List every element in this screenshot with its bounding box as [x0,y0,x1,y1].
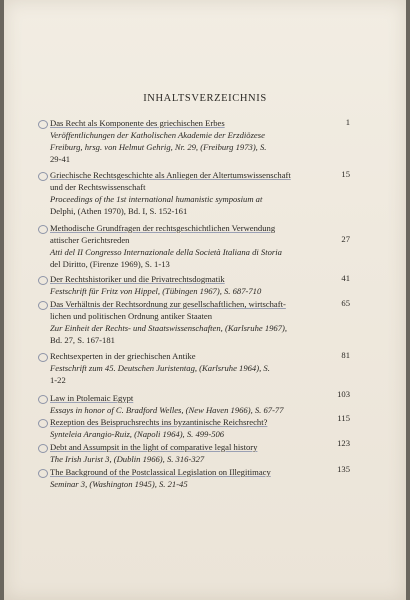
pencil-circle-mark [38,301,48,310]
pencil-circle-mark [38,444,48,453]
page-number: 123 [337,438,350,448]
page-number: 115 [337,413,350,423]
page-number: 15 [341,169,350,179]
entry-line: Delphi, (Athen 1970), Bd. I, S. 152-161 [50,206,188,216]
entry-line: Festschrift für Fritz von Hippel, (Tübingen 1967), S. 687-710 [50,286,262,296]
toc-entry [50,466,350,490]
toc-entry [50,169,350,217]
pencil-circle-mark [38,353,48,362]
entry-title: The Background of the Postclassical Legislation on Illegitimacy [50,467,271,477]
page-number: 1 [345,117,350,127]
page-number: 41 [341,273,350,283]
page-number: 81 [341,350,350,360]
toc-entry [50,441,350,465]
toc-entry [50,222,350,270]
entry-line [50,141,350,153]
entry-line: und der Rechtswissenschaft [50,182,146,192]
entry-title: Griechische Rechtsgeschichte als Anliegen der Altertumswissenschaft [50,170,291,180]
entry-line: Synteleia Arangio-Ruiz, (Napoli 1964), S. 499-506 [50,429,225,439]
entry-line: Essays in honor of C. Bradford Welles, (New Haven 1966), S. 67-77 [50,405,284,415]
entry-line-text: Freiburg, hrsg. von Helmut Gehrig, Nr. 29, (Freiburg 1973), S. [50,142,267,152]
pencil-circle-mark [38,469,48,478]
entry-title: Methodische Grundfragen der rechtsgeschichtlichen Verwendung [50,223,276,233]
toc-entry [50,273,350,297]
page-number: 135 [337,464,350,474]
entry-line: 1-22 [50,375,66,385]
entry-line: attischer Gerichtsreden [50,235,130,245]
pencil-circle-mark [38,276,48,285]
entry-line: lichen und politischen Ordnung antiker Staaten [50,311,213,321]
page-number: 103 [337,389,350,399]
toc-entry [50,117,350,165]
pencil-circle-mark [38,225,48,234]
entry-title: Rechtsexperten in der griechischen Antike [50,351,196,361]
page-number: 27 [341,234,350,244]
toc-entry [50,392,350,416]
page-heading: INHALTSVERZEICHNIS [143,93,267,104]
pencil-circle-mark [38,395,48,404]
entry-line: 29-41 [50,154,71,164]
entry-line: Festschrift zum 45. Deutschen Juristentag, (Karlsruhe 1964), S. [50,363,270,373]
entry-title: Law in Ptolemaic Egypt [50,393,134,403]
pencil-circle-mark [38,120,48,129]
entry-line: The Irish Jurist 3, (Dublin 1966), S. 316-327 [50,454,205,464]
entry-title: Der Rechtshistoriker und die Privatrechtsdogmatik [50,274,225,284]
toc-entry [50,350,350,386]
page-number: 65 [341,298,350,308]
entry-line: Seminar 3, (Washington 1945), S. 21-45 [50,479,188,489]
entry-line: Bd. 27, S. 167-181 [50,335,115,345]
entry-title: Das Recht als Komponente des griechischen Erbes [50,118,225,128]
entry-title: Das Verhältnis der Rechtsordnung zur gesellschaftlichen, wirtschaft- [50,299,286,309]
entry-line: Zur Einheit der Rechts- und Staatswissenschaften, (Karlsruhe 1967), [50,323,288,333]
entry-line: Atti del II Congresso Internazionale della Società Italiana di Storia [50,247,282,257]
entry-line: Proceedings of the 1st international humanistic symposium at [50,194,263,204]
entry-line: Veröffentlichungen der Katholischen Akademie der Erzdiözese [50,130,265,140]
toc-entry [50,416,350,440]
entry-line: del Diritto, (Firenze 1969), S. 1-13 [50,259,170,269]
entry-title: Debt and Assumpsit in the light of comparative legal history [50,442,258,452]
pencil-circle-mark [38,172,48,181]
toc-entry [50,298,350,346]
book-page [4,0,406,600]
pencil-circle-mark [38,419,48,428]
entry-title: Rezeption des Beispruchsrechts ins byzantinische Reichsrecht? [50,417,268,427]
